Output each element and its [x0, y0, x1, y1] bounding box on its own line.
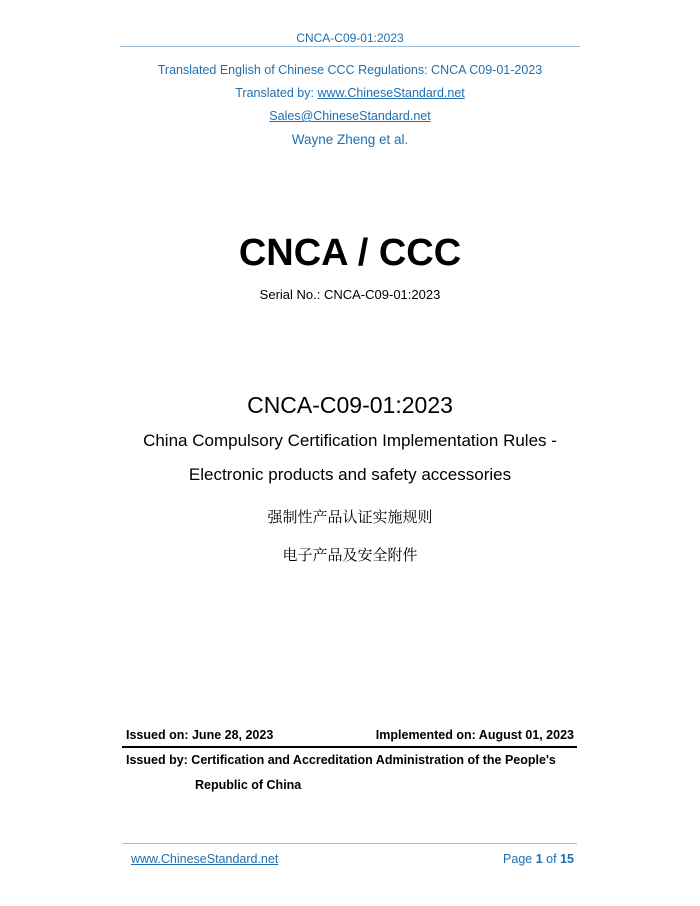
email-line [0, 109, 700, 123]
chinese-title-line1: 强制性产品认证实施规则 [267, 508, 433, 526]
footer-divider [122, 843, 577, 844]
header-doc-code: CNCA-C09-01:2023 [296, 31, 404, 45]
page-total: 15 [560, 852, 574, 866]
implemented-on-date: Implemented on: August 01, 2023 [375, 728, 574, 742]
issuance-divider [122, 746, 577, 748]
translator-website-link[interactable]: www.ChineseStandard.net [317, 86, 465, 100]
standard-code: CNCA-C09-01:2023 [247, 392, 453, 418]
chinese-title-line2: 电子产品及安全附件 [282, 546, 418, 564]
page-label: Page [503, 852, 533, 866]
translated-by-line [0, 86, 700, 100]
serial-number: Serial No.: CNCA-C09-01:2023 [259, 287, 441, 302]
page-title: CNCA / CCC [238, 232, 462, 274]
sales-email-link[interactable]: Sales@ChineseStandard.net [269, 109, 431, 123]
page-current: 1 [535, 852, 543, 866]
english-title-line1: China Compulsory Certification Implementation Rules - [143, 431, 557, 450]
issued-by-line1: Issued by: Certification and Accreditation Administration of the People's [126, 753, 556, 767]
issued-on-date: Issued on: June 28, 2023 [126, 728, 274, 742]
translated-by-label: Translated by: [235, 86, 318, 100]
page-of-label: of [546, 852, 557, 866]
page-indicator [503, 852, 574, 866]
footer-website-link[interactable]: www.ChineseStandard.net [131, 852, 279, 866]
translation-notice: Translated English of Chinese CCC Regulations: CNCA C09-01-2023 [157, 63, 543, 77]
header-divider [120, 46, 580, 47]
authors-line: Wayne Zheng et al. [291, 132, 409, 147]
english-title-line2: Electronic products and safety accessories [188, 465, 512, 484]
issued-by-line2: Republic of China [195, 778, 302, 792]
